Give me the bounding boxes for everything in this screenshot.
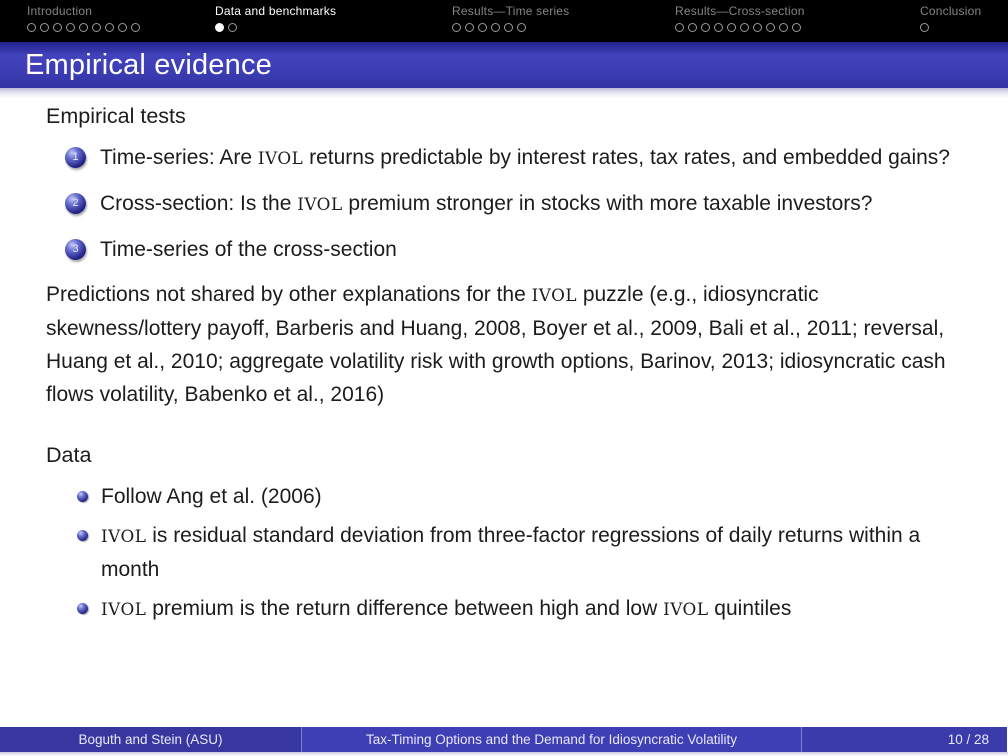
nav-dot[interactable] — [517, 23, 526, 32]
frame-title: Empirical evidence — [25, 48, 272, 81]
nav-section-results-cross-section[interactable] — [675, 4, 805, 32]
nav-dot[interactable] — [228, 23, 237, 32]
nav-dot[interactable] — [740, 23, 749, 32]
bullet-ball-icon — [77, 603, 88, 614]
nav-dot[interactable] — [688, 23, 697, 32]
footer-paper-title-box — [302, 727, 802, 752]
nav-dot[interactable] — [131, 23, 140, 32]
nav-dot[interactable] — [66, 23, 75, 32]
nav-dot[interactable] — [465, 23, 474, 32]
nav-section-label[interactable]: Results—Cross-section — [675, 4, 805, 18]
nav-dot[interactable] — [79, 23, 88, 32]
enumerate-ball-icon: 2 — [65, 193, 86, 214]
nav-dots — [920, 23, 981, 32]
nav-section-label[interactable]: Data and benchmarks — [215, 4, 337, 18]
nav-dot[interactable] — [215, 23, 224, 32]
nav-dot[interactable] — [701, 23, 710, 32]
nav-dot[interactable] — [27, 23, 36, 32]
nav-dot[interactable] — [920, 23, 929, 32]
bullet-item — [46, 480, 964, 513]
footer-authors: Boguth and Stein (ASU) — [78, 732, 223, 747]
enumerate-item-text: Cross-section: Is the IVOL premium stronger in stocks with more taxable investors? — [100, 192, 873, 215]
title-shadow — [0, 88, 1008, 98]
bullet-ball-icon — [77, 530, 88, 541]
enumerate-item-text: Time-series of the cross-section — [100, 238, 397, 261]
nav-dots — [675, 23, 805, 32]
slide-body — [46, 100, 964, 632]
nav-dot[interactable] — [118, 23, 127, 32]
nav-dot[interactable] — [40, 23, 49, 32]
footer-page-number: 10 / 28 — [947, 732, 989, 747]
nav-dots — [215, 23, 336, 32]
bullet-ball-icon — [77, 491, 88, 502]
nav-dot[interactable] — [675, 23, 684, 32]
nav-section-introduction[interactable] — [27, 4, 140, 32]
footer-authors-box — [0, 727, 302, 752]
nav-dot[interactable] — [504, 23, 513, 32]
nav-dot[interactable] — [792, 23, 801, 32]
bullet-item-text: Follow Ang et al. (2006) — [101, 485, 322, 508]
enumerate-list — [46, 141, 964, 266]
nav-dot[interactable] — [478, 23, 487, 32]
nav-section-label[interactable]: Results—Time series — [452, 4, 570, 18]
frame-title-bar — [0, 42, 1008, 88]
enumerate-item — [46, 187, 964, 221]
nav-section-data-and-benchmarks[interactable] — [215, 4, 336, 32]
enumerate-item — [46, 141, 964, 175]
enumerate-item — [46, 233, 964, 266]
footer-paper-title: Tax-Timing Options and the Demand for Idiosyncratic Volatility — [366, 732, 737, 747]
predictions-paragraph: Predictions not shared by other explanations for the IVOL puzzle (e.g., idiosyncratic skewness/lottery payoff, Barberis and Huang, 2008, Boyer et al., 2009, Bali et al., 2011; reversal, Huang et al., 2010; aggregate volatility risk with growth options, Barinov, 2013; idiosyncratic cash flows volatility, Babenko et al., 2016) — [46, 283, 946, 406]
bullet-item — [46, 519, 964, 586]
nav-dots — [27, 23, 140, 32]
enumerate-item-text: Time-series: Are IVOL returns predictable by interest rates, tax rates, and embedded gains? — [100, 146, 950, 169]
nav-dot[interactable] — [452, 23, 461, 32]
nav-dots — [452, 23, 569, 32]
nav-dot[interactable] — [92, 23, 101, 32]
nav-dot[interactable] — [105, 23, 114, 32]
nav-dot[interactable] — [779, 23, 788, 32]
footline — [0, 727, 1008, 752]
bullet-item-text: IVOL premium is the return difference between high and low IVOL quintiles — [101, 597, 792, 620]
bullet-list — [46, 480, 964, 626]
nav-section-results-time-series[interactable] — [452, 4, 569, 32]
section-navigation-bar — [0, 0, 1008, 42]
enumerate-ball-icon: 3 — [65, 239, 86, 260]
bullet-item — [46, 592, 964, 626]
bullet-item-text: IVOL is residual standard deviation from three-factor regressions of daily returns within a month — [101, 524, 921, 581]
footer-fade — [0, 752, 1008, 756]
nav-dot[interactable] — [491, 23, 500, 32]
nav-dot[interactable] — [753, 23, 762, 32]
nav-dot[interactable] — [714, 23, 723, 32]
tests-heading: Empirical tests — [46, 104, 186, 128]
nav-dot[interactable] — [53, 23, 62, 32]
enumerate-ball-icon: 1 — [65, 147, 86, 168]
data-heading: Data — [46, 443, 92, 467]
footer-page-number-box — [802, 727, 1007, 752]
nav-dot[interactable] — [766, 23, 775, 32]
nav-dot[interactable] — [727, 23, 736, 32]
nav-section-conclusion[interactable] — [920, 4, 981, 32]
nav-section-label[interactable]: Introduction — [27, 4, 93, 18]
nav-section-label[interactable]: Conclusion — [920, 4, 982, 18]
